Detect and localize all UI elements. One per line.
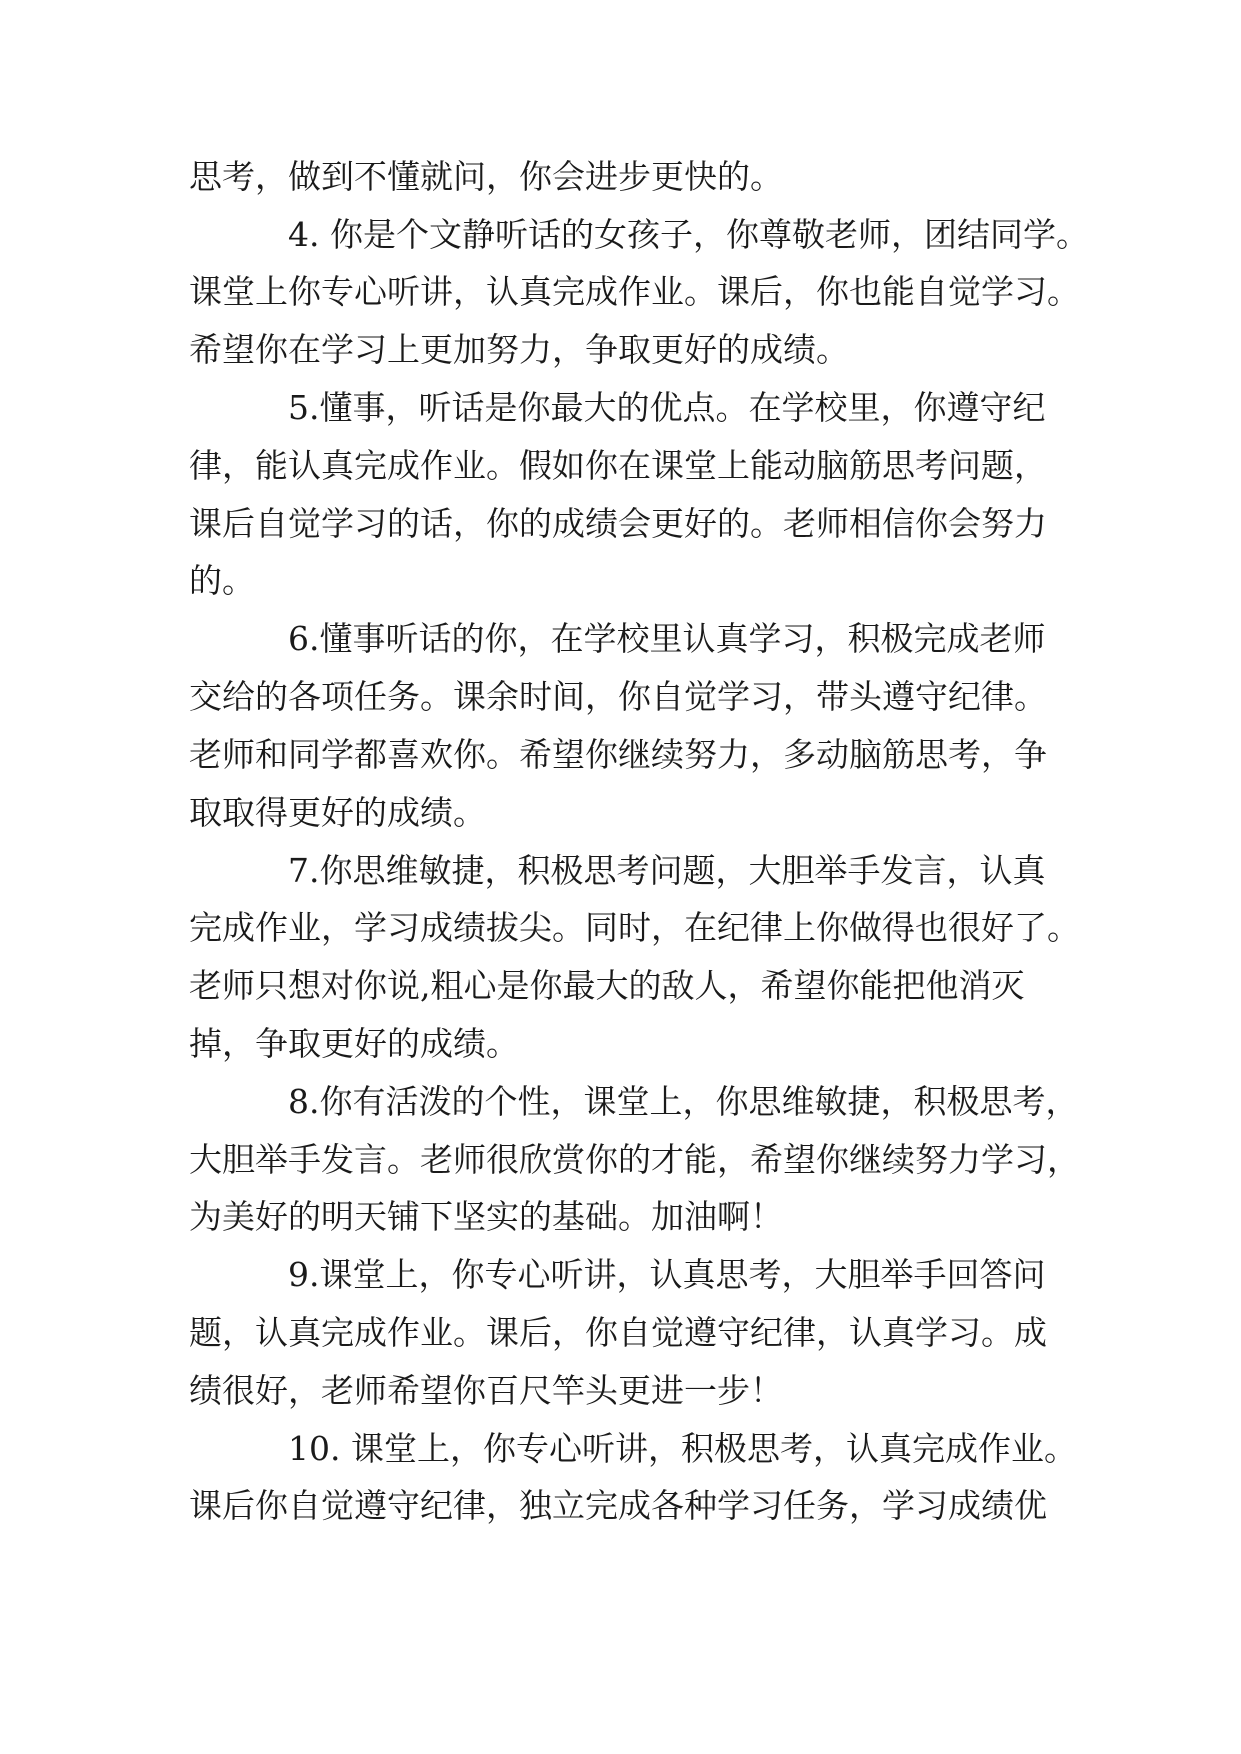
paragraph-10-line: 10. 课堂上，你专心听讲，积极思考，认真完成作业。: [288, 1429, 1077, 1468]
text-line: 题，认真完成作业。课后，你自觉遵守纪律，认真学习。成: [189, 1313, 1047, 1352]
text-line: 课后你自觉遵守纪律，独立完成各种学习任务，学习成绩优: [189, 1486, 1047, 1525]
text-line: 绩很好，老师希望你百尺竿头更进一步！: [189, 1371, 783, 1410]
text-line: 交给的各项任务。课余时间，你自觉学习，带头遵守纪律。: [189, 677, 1047, 716]
paragraph-9-line: 9.课堂上，你专心听讲，认真思考，大胆举手回答问: [288, 1255, 1046, 1294]
paragraph-5-line: 5.懂事，听话是你最大的优点。在学校里，你遵守纪: [288, 388, 1046, 427]
text-line: 为美好的明天铺下坚实的基础。加油啊！: [189, 1197, 783, 1236]
text-line: 大胆举手发言。老师很欣赏你的才能，希望你继续努力学习，: [189, 1140, 1080, 1179]
text-line: 律，能认真完成作业。假如你在课堂上能动脑筋思考问题，: [189, 446, 1047, 485]
text-line: 老师和同学都喜欢你。希望你继续努力，多动脑筋思考，争: [189, 735, 1047, 774]
text-line: 老师只想对你说,粗心是你最大的敌人，希望你能把他消灭: [189, 966, 1025, 1005]
text-line: 课后自觉学习的话，你的成绩会更好的。老师相信你会努力: [189, 504, 1047, 543]
text-line: 掉，争取更好的成绩。: [189, 1024, 519, 1063]
text-line: 的。: [189, 561, 255, 600]
text-line: 完成作业，学习成绩拔尖。同时，在纪律上你做得也很好了。: [189, 908, 1080, 947]
paragraph-6-line: 6.懂事听话的你，在学校里认真学习，积极完成老师: [288, 619, 1046, 658]
text-line: 课堂上你专心听讲，认真完成作业。课后，你也能自觉学习。: [189, 272, 1080, 311]
paragraph-7-line: 7.你思维敏捷，积极思考问题，大胆举手发言，认真: [288, 851, 1046, 890]
paragraph-8-line: 8.你有活泼的个性，课堂上，你思维敏捷，积极思考，: [288, 1082, 1079, 1121]
text-line: 思考，做到不懂就问，你会进步更快的。: [189, 157, 783, 196]
text-line: 希望你在学习上更加努力，争取更好的成绩。: [189, 330, 849, 369]
paragraph-4-line: 4. 你是个文静听话的女孩子，你尊敬老师，团结同学。: [288, 215, 1089, 254]
text-line: 取取得更好的成绩。: [189, 793, 486, 832]
